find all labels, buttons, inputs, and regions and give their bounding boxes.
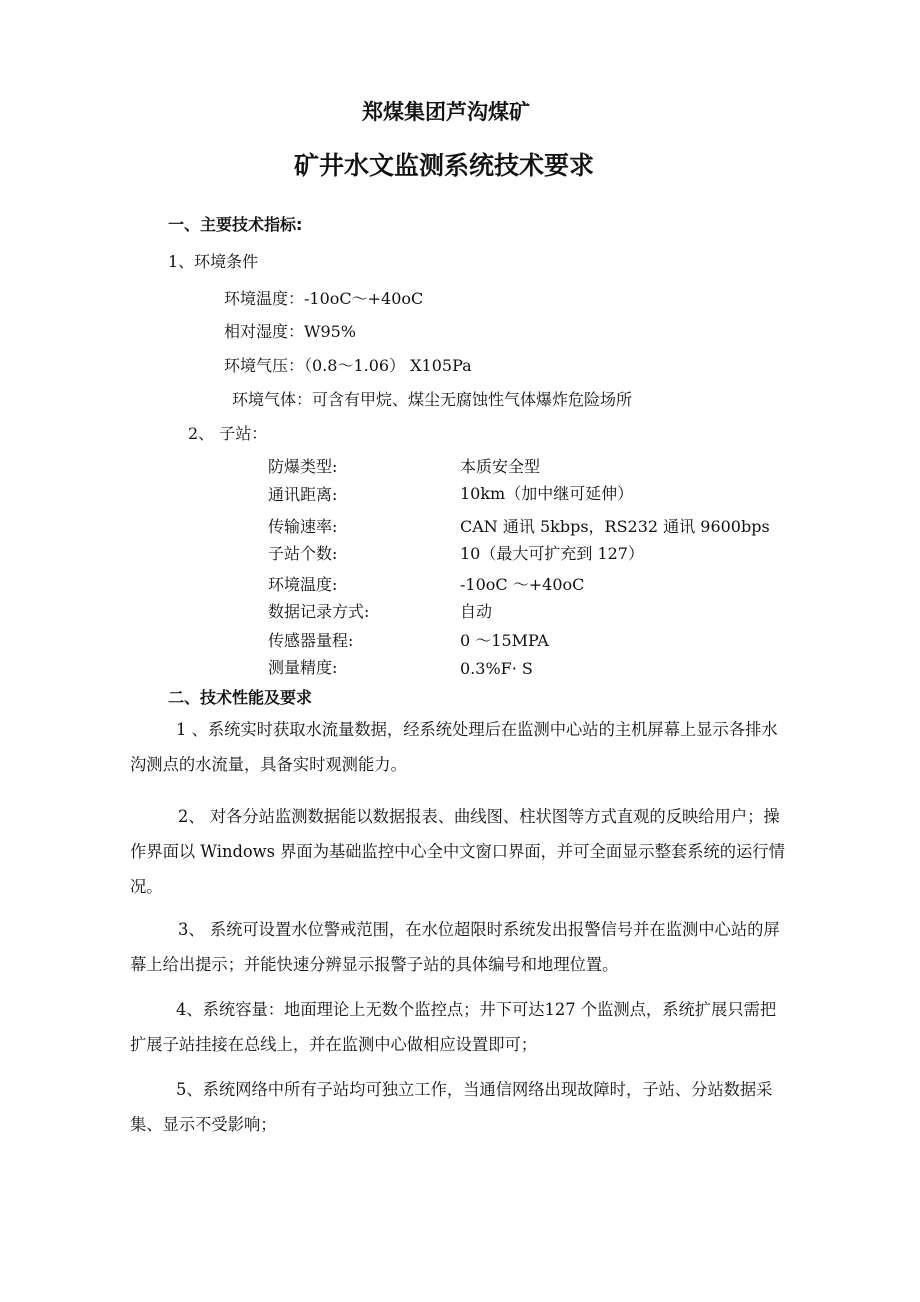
spec-value: -10oC 〜+40oC [460,575,585,594]
section1-heading: 一、主要技术指标: [168,215,303,234]
spec-label: 子站个数: [268,544,338,563]
paragraph-3: 3、 系统可设置水位警戒范围，在水位超限时系统发出报警信号并在监测中心站的屏幕上给出提示；并能快速分辨显示报警子站的具体编号和地理位置。 [130,920,780,974]
spec-value: 0 〜15MPA [460,631,549,650]
spec-value: 本质安全型 [460,457,541,476]
env-item-gas: 环境气体：可含有甲烷、煤尘无腐蚀性气体爆炸危险场所 [232,390,633,409]
substation-heading: 2、 子站： [188,424,268,443]
spec-value: 10（最大可扩充到 127） [460,544,644,563]
env-item-temperature: 环境温度：-10oC〜+40oC [224,289,424,308]
env-heading: 1、环境条件 [168,252,259,271]
section2-heading: 二、技术性能及要求 [168,688,313,707]
spec-label: 环境温度: [268,575,338,594]
spec-label: 通讯距离: [268,485,338,504]
paragraph-5: 5、系统网络中所有子站均可独立工作，当通信网络出现故障时，子站、分站数据采集、显示不受影响； [130,1080,773,1134]
spec-label: 防爆类型: [268,457,338,476]
spec-value: 自动 [460,602,493,621]
paragraph-4: 4、系统容量：地面理论上无数个监控点；井下可达127 个监测点，系统扩展只需把扩展子站挂接在总线上，并在监测中心做相应设置即可； [130,1000,777,1054]
spec-label: 传感器量程: [268,631,354,650]
spec-label: 测量精度: [268,658,338,677]
spec-label: 数据记录方式: [268,602,370,621]
spec-label: 传输速率: [268,517,338,536]
document-title: 矿井水文监测系统技术要求 [294,151,595,180]
env-item-humidity: 相对湿度：W95% [224,322,357,341]
spec-value: CAN 通讯 5kbps，RS232 通讯 9600bps [460,517,770,536]
env-item-pressure: 环境气压：（0.8〜1.06） X105Pa [224,356,472,375]
paragraph-2: 2、 对各分站监测数据能以数据报表、曲线图、柱状图等方式直观的反映给用户；操作界面以 Windows 界面为基础监控中心全中文窗口界面，并可全面显示整套系统的运行情况。 [130,807,785,896]
spec-value: 0.3%F· S [460,659,533,678]
company-name: 郑煤集团芦沟煤矿 [362,100,530,124]
spec-value: 10km（加中继可延伸） [460,484,634,503]
paragraph-1: 1 、系统实时获取水流量数据，经系统处理后在监测中心站的主机屏幕上显示各排水沟测点的水流量，具备实时观测能力。 [130,720,778,774]
